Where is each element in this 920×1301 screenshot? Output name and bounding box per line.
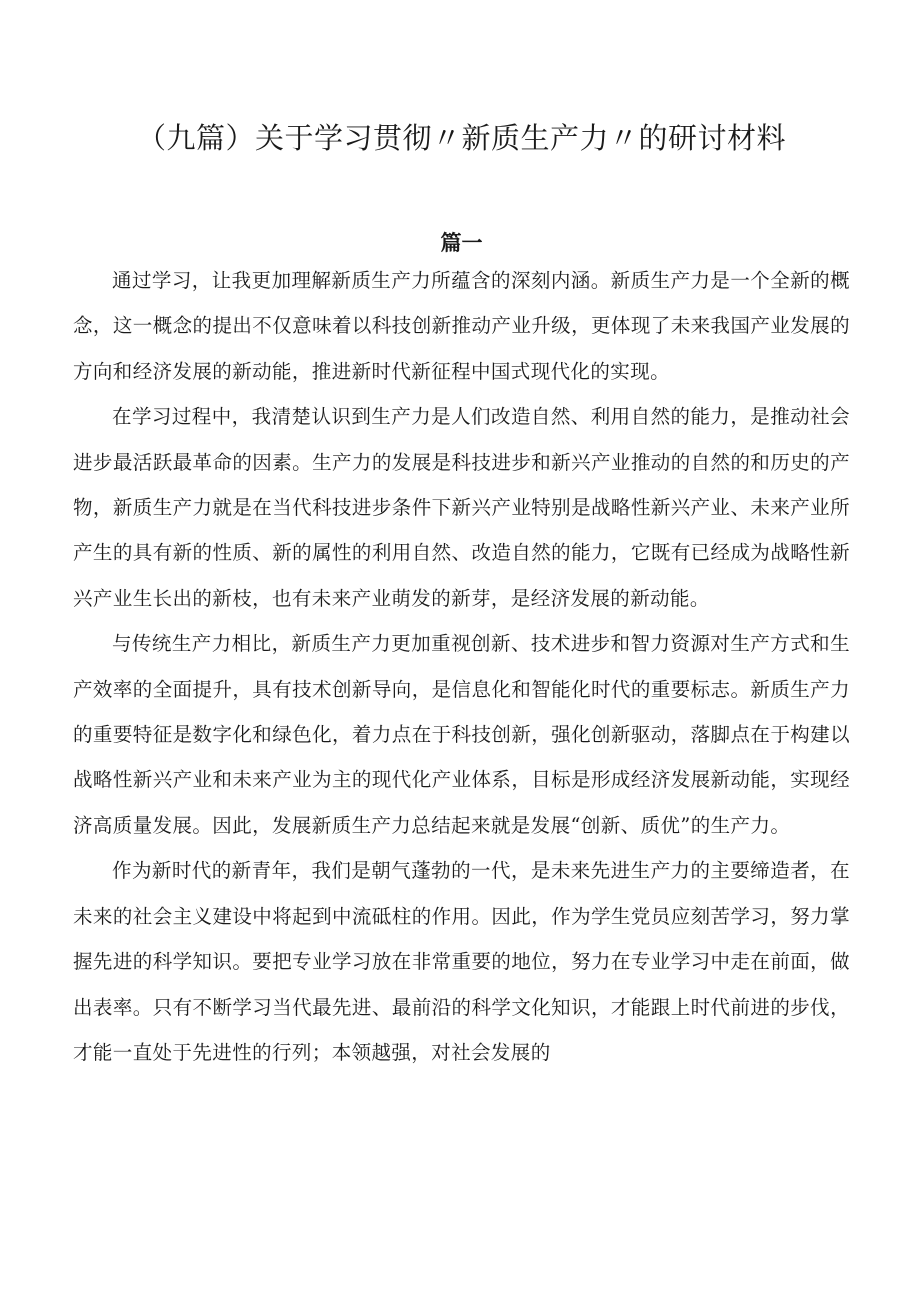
- document-body: [73, 258, 850, 1075]
- document-title: （九篇）关于学习贯彻〃新质生产力〃的研讨材料: [136, 121, 786, 155]
- paragraph-4: 作为新时代的新青年，我们是朝气蓬勃的一代，是未来先进生产力的主要缔造者，在未来的社会主义建设中将起到中流砥柱的作用。因此，作为学生党员应刻苦学习，努力掌握先进的科学知识。要把专业学习放在非常重要的地位，努力在专业学习中走在前面，做出表率。只有不断学习当代最先进、最前沿的科学文化知识，才能跟上时代前进的步伐，才能一直处于先进性的行列；本领越强，对社会发展的: [73, 859, 850, 1064]
- paragraph-1: 通过学习，让我更加理解新质生产力所蕴含的深刻内涵。新质生产力是一个全新的概念，这一概念的提出不仅意味着以科技创新推动产业升级，更体现了未来我国产业发展的方向和经济发展的新动能，推进新时代新征程中国式现代化的实现。: [73, 269, 850, 383]
- section-title: 篇一: [440, 231, 483, 255]
- paragraph-3: 与传统生产力相比，新质生产力更加重视创新、技术进步和智力资源对生产方式和生产效率的全面提升，具有技术创新导向，是信息化和智能化时代的重要标志。新质生产力的重要特征是数字化和绿色化，着力点在于科技创新，强化创新驱动，落脚点在于构建以战略性新兴产业和未来产业为主的现代化产业体系，目标是形成经济发展新动能，实现经济高质量发展。因此，发展新质生产力总结起来就是发展“创新、质优”的生产力。: [73, 632, 850, 837]
- paragraph-2: 在学习过程中，我清楚认识到生产力是人们改造自然、利用自然的能力，是推动社会进步最活跃最革命的因素。生产力的发展是科技进步和新兴产业推动的自然的和历史的产物，新质生产力就是在当代科技进步条件下新兴产业特别是战略性新兴产业、未来产业所产生的具有新的性质、新的属性的利用自然、改造自然的能力，它既有已经成为战略性新兴产业生长出的新枝，也有未来产业萌发的新芽，是经济发展的新动能。: [73, 405, 850, 610]
